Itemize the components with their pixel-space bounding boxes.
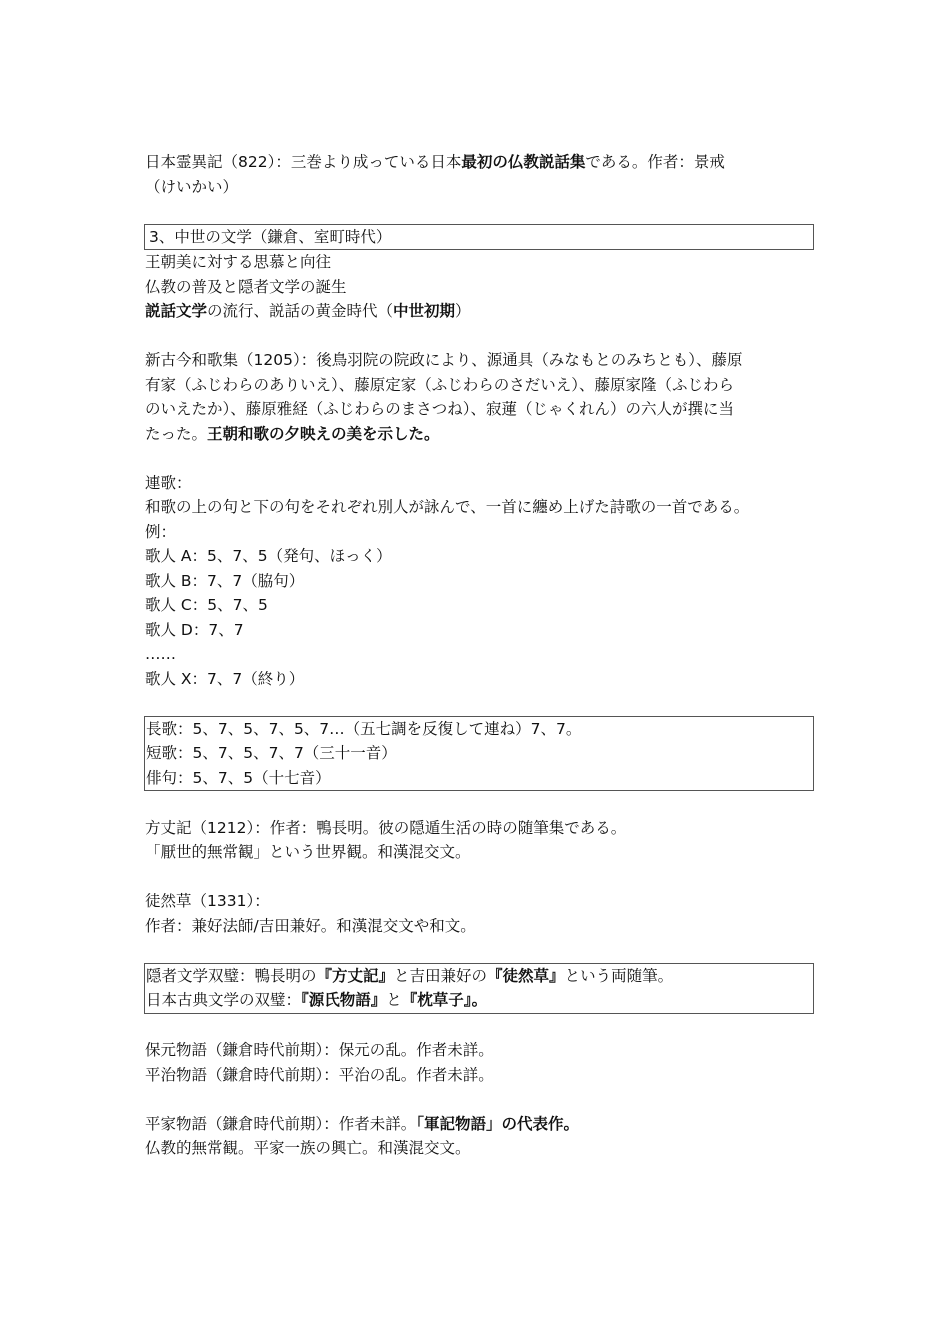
twin-masterpieces-box <box>144 963 814 1014</box>
text-line: 連歌： <box>145 473 192 492</box>
text-line: 歌人 A：5、7、5（発句、ほっく） <box>145 547 392 565</box>
text-line: 和歌の上の句と下の句をそれぞれ別人が詠んで、一首に纏め上げた詩歌の一首である。 <box>145 498 750 516</box>
text-line: 歌人 X：7、7（終り） <box>145 669 305 688</box>
text-line: 仏教的無常観。平家一族の興亡。和漢混交文。 <box>145 1139 471 1157</box>
text-line: 仏教の普及と隠者文学の誕生 <box>145 277 347 296</box>
text-line: 歌人 D：7、7 <box>145 620 244 639</box>
text-line: 有家（ふじわらのありいえ）、藤原定家（ふじわらのさだいえ）、藤原家隆（ふじわら <box>145 375 735 394</box>
text-line: 説話文学の流行、説話の黄金時代（中世初期） <box>145 302 471 320</box>
text-line: 隠者文学双璧：鴨長明の『方丈記』と吉田兼好の『徒然草』という両随筆。 <box>146 966 674 985</box>
text-line: …… <box>145 645 176 663</box>
text-line: 歌人 C：5、7、5 <box>145 596 268 614</box>
poetry-forms-box <box>144 716 814 792</box>
section-heading: 3、中世の文学（鎌倉、室町時代） <box>149 227 392 246</box>
nihon-ryoiki-line: 日本霊異記（822）：三巻より成っている日本最初の仏教説話集である。作者：景戒 <box>145 153 725 171</box>
text-line: 「厭世的無常観」という世界観。和漢混交文。 <box>145 843 471 861</box>
text-line: 平治物語（鎌倉時代前期）：平治の乱。作者未詳。 <box>145 1065 494 1084</box>
text-line: 保元物語（鎌倉時代前期）：保元の乱。作者未詳。 <box>145 1041 494 1059</box>
text-line: 例： <box>145 522 177 541</box>
nihon-ryoiki-reading: （けいかい） <box>145 177 239 196</box>
text-line: 王朝美に対する思慕と向往 <box>145 253 332 271</box>
text-line: 歌人 B：7、7（脇句） <box>145 571 305 590</box>
text-line: 長歌：5、7、5、7、5、7…（五七調を反復して連ね）7、7。 <box>146 719 582 738</box>
text-line: 短歌：5、7、5、7、7（三十一音） <box>146 744 397 762</box>
emphasis: 最初の仏教説話集 <box>461 153 586 171</box>
text-line: たった。王朝和歌の夕映えの美を示した。 <box>145 424 440 443</box>
section-heading-box <box>144 224 814 251</box>
text-line: 新古今和歌集（1205）：後鳥羽院の院政により、源通具（みなもとのみちとも）、藤原 <box>145 351 743 369</box>
text-line: 俳句：5、7、5（十七音） <box>146 768 331 787</box>
text-line: 徒然草（1331）： <box>145 892 270 910</box>
document-page <box>145 150 813 1161</box>
text-line: 日本古典文学の双璧：『源氏物語』と『枕草子』。 <box>146 991 488 1009</box>
text-line: 方丈記（1212）：作者：鴨長明。彼の隠遁生活の時の随筆集である。 <box>145 818 627 837</box>
text-line: 平家物語（鎌倉時代前期）：作者未詳。「軍記物語」の代表作。 <box>145 1114 580 1133</box>
text-line: 作者：兼好法師/吉田兼好。和漢混交文や和文。 <box>145 916 476 935</box>
text-line: のいえたか）、藤原雅経（ふじわらのまさつね）、寂蓮（じゃくれん）の六人が撰に当 <box>145 400 735 418</box>
